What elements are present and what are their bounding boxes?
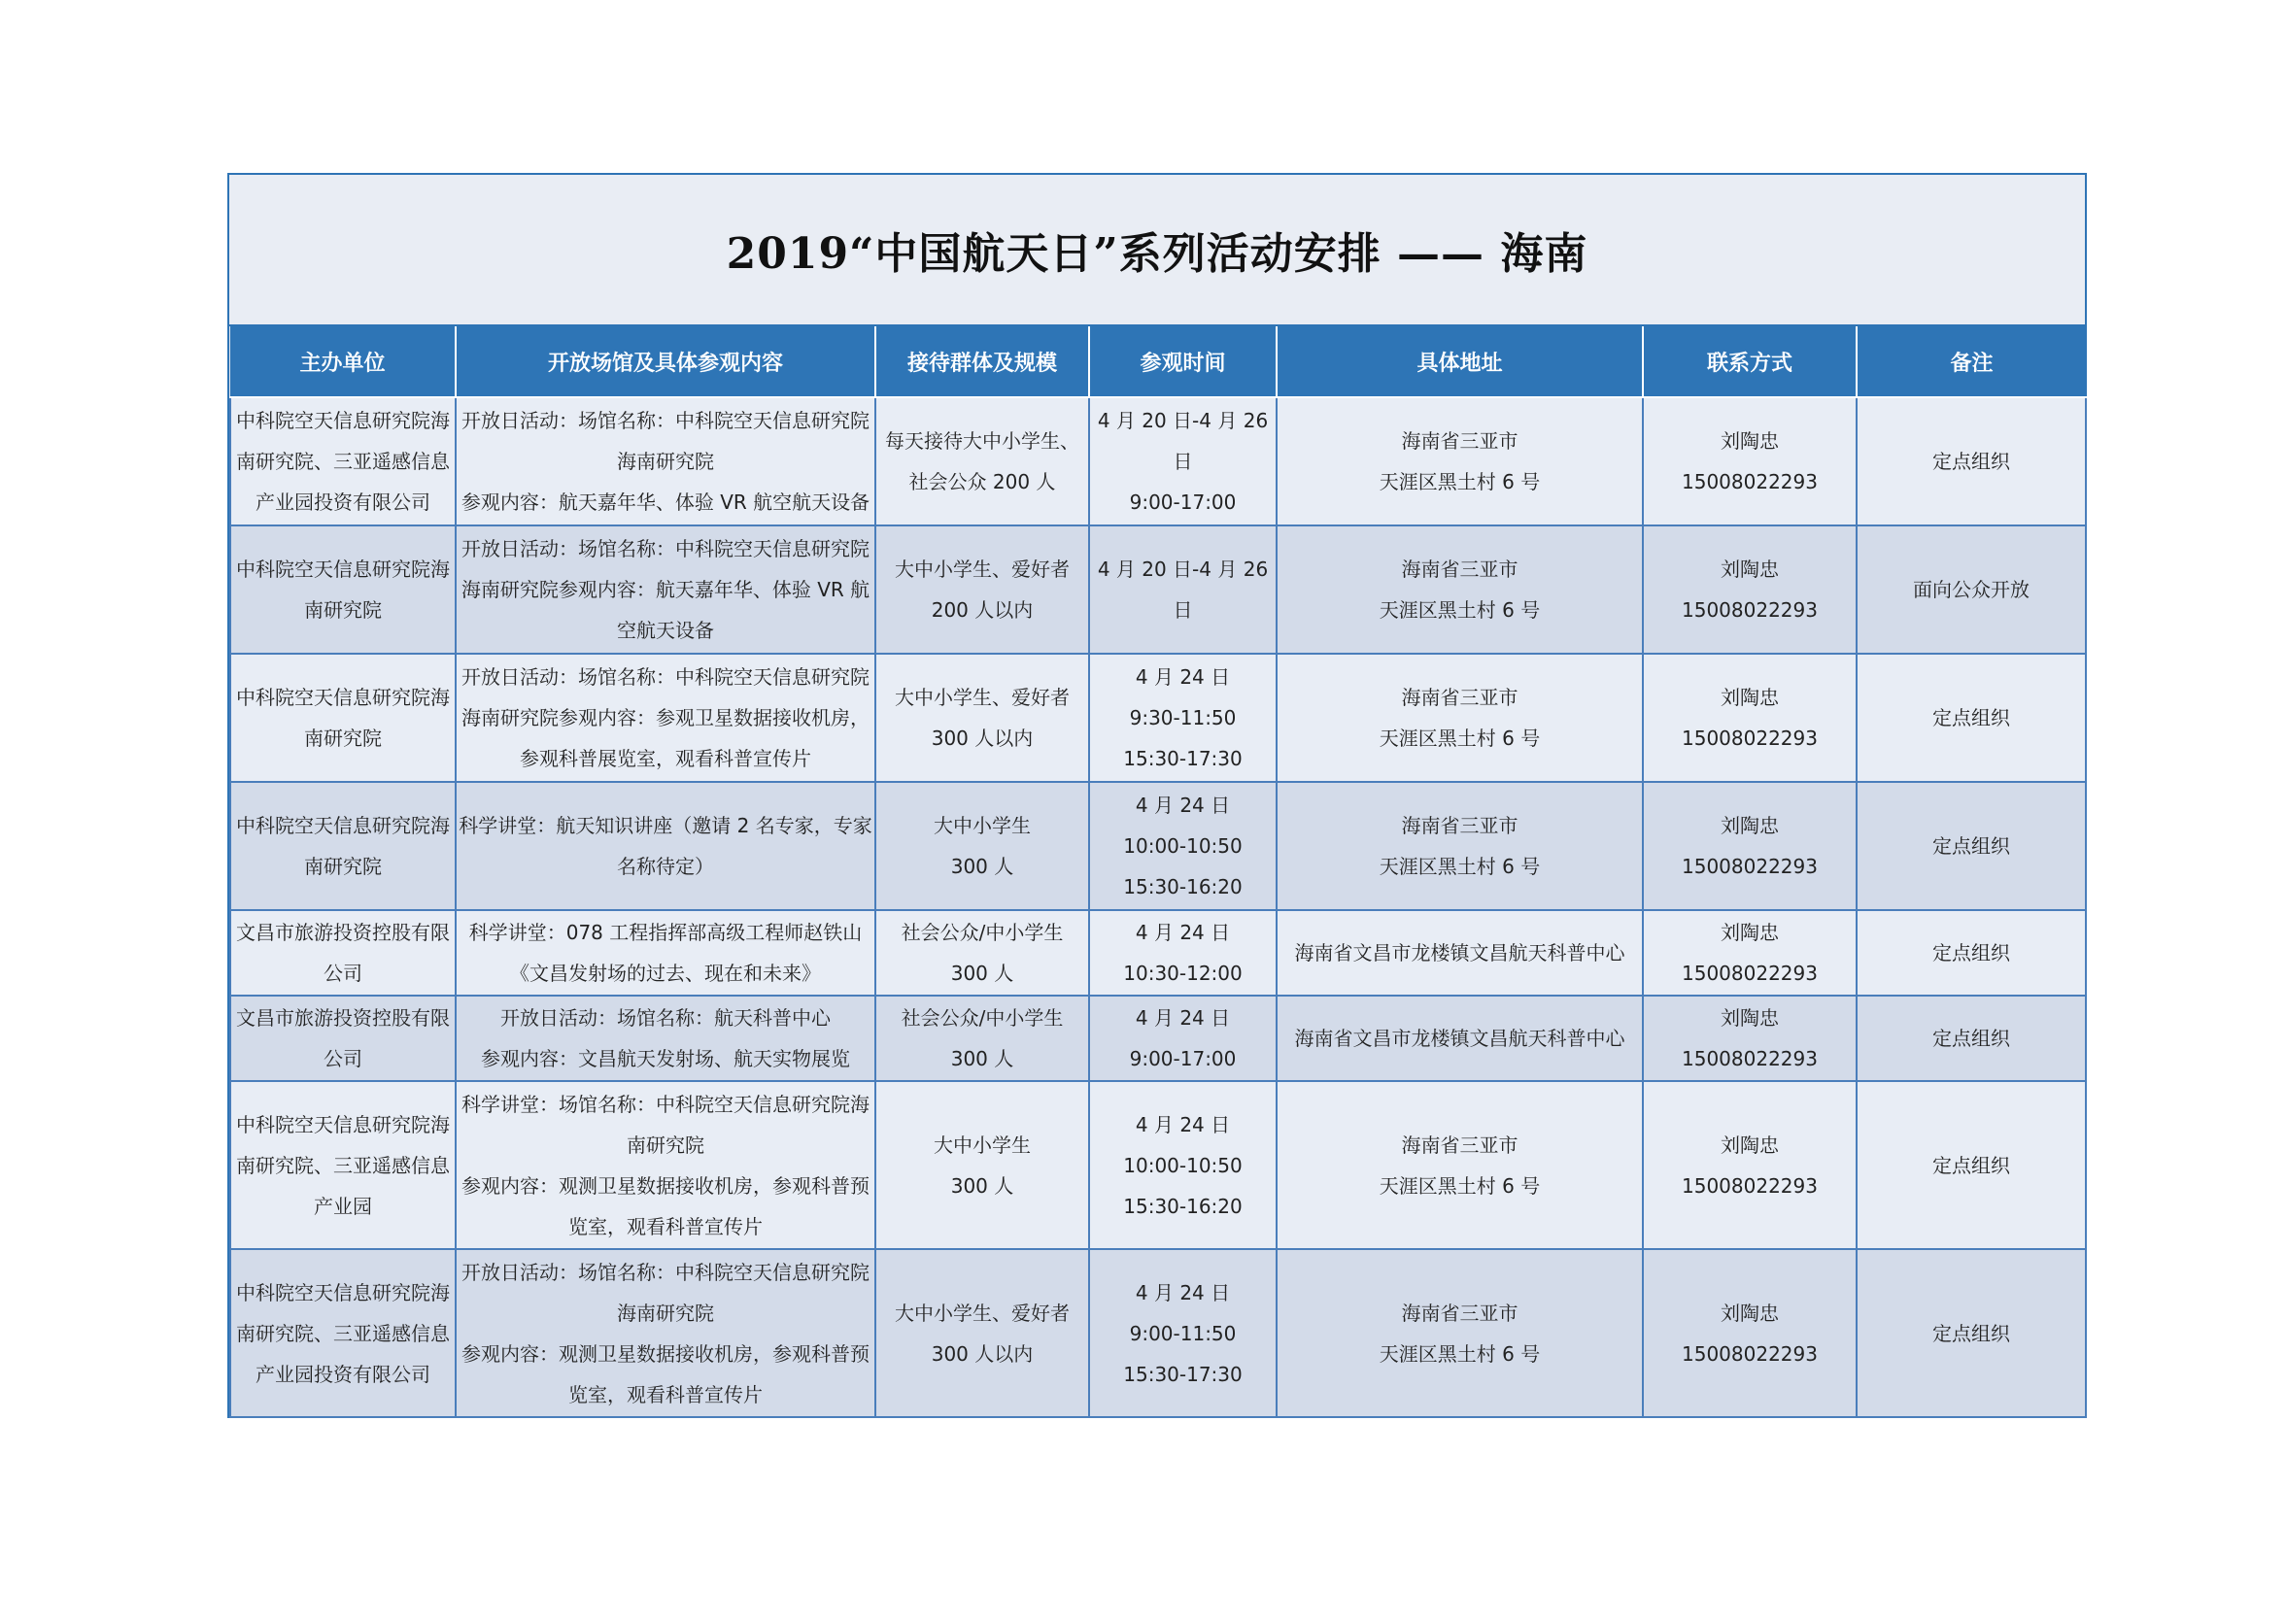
cell-time: 4 月 24 日 10:00-10:50 15:30-16:20 [1089, 782, 1277, 910]
header-row [230, 326, 2086, 397]
cell-host: 中科院空天信息研究院海南研究院、三亚遥感信息产业园投资有限公司 [230, 397, 456, 525]
cell-address: 海南省三亚市 天涯区黑土村 6 号 [1277, 1249, 1643, 1417]
cell-note: 定点组织 [1857, 910, 2086, 996]
cell-content: 开放日活动：场馆名称：中科院空天信息研究院海南研究院 参观内容：航天嘉年华、体验 VR 航空航天设备 [456, 397, 875, 525]
cell-address: 海南省三亚市 天涯区黑土村 6 号 [1277, 397, 1643, 525]
cell-audience: 大中小学生、爱好者 300 人以内 [875, 654, 1089, 782]
header-time: 参观时间 [1089, 326, 1277, 397]
cell-host: 文昌市旅游投资控股有限公司 [230, 910, 456, 996]
cell-contact: 刘陶忠 15008022293 [1643, 782, 1857, 910]
header-host: 主办单位 [230, 326, 456, 397]
cell-contact: 刘陶忠 15008022293 [1643, 1081, 1857, 1249]
page-title: 2019“中国航天日”系列活动安排 —— 海南 [726, 229, 1588, 279]
cell-contact: 刘陶忠 15008022293 [1643, 525, 1857, 654]
cell-audience: 大中小学生、爱好者 200 人以内 [875, 525, 1089, 654]
table-row [230, 996, 2086, 1081]
table-row [230, 1081, 2086, 1249]
cell-host: 中科院空天信息研究院海南研究院 [230, 782, 456, 910]
cell-note: 定点组织 [1857, 397, 2086, 525]
cell-content: 科学讲堂：航天知识讲座（邀请 2 名专家，专家名称待定） [456, 782, 875, 910]
cell-audience: 每天接待大中小学生、社会公众 200 人 [875, 397, 1089, 525]
cell-contact: 刘陶忠 15008022293 [1643, 397, 1857, 525]
cell-host: 中科院空天信息研究院海南研究院、三亚遥感信息产业园 [230, 1081, 456, 1249]
title-band [229, 175, 2085, 326]
cell-note: 定点组织 [1857, 782, 2086, 910]
cell-address: 海南省文昌市龙楼镇文昌航天科普中心 [1277, 996, 1643, 1081]
cell-contact: 刘陶忠 15008022293 [1643, 1249, 1857, 1417]
cell-content: 科学讲堂：场馆名称：中科院空天信息研究院海南研究院 参观内容：观测卫星数据接收机房，参观科普预览室，观看科普宣传片 [456, 1081, 875, 1249]
cell-content: 开放日活动：场馆名称：航天科普中心 参观内容：文昌航天发射场、航天实物展览 [456, 996, 875, 1081]
cell-time: 4 月 20 日-4 月 26 日 9:00-17:00 [1089, 397, 1277, 525]
cell-address: 海南省三亚市 天涯区黑土村 6 号 [1277, 654, 1643, 782]
table-row [230, 782, 2086, 910]
table-row [230, 525, 2086, 654]
cell-audience: 大中小学生 300 人 [875, 1081, 1089, 1249]
cell-time: 4 月 24 日 9:00-11:50 15:30-17:30 [1089, 1249, 1277, 1417]
header-audience: 接待群体及规模 [875, 326, 1089, 397]
cell-content: 科学讲堂：078 工程指挥部高级工程师赵铁山《文昌发射场的过去、现在和未来》 [456, 910, 875, 996]
cell-content: 开放日活动：场馆名称：中科院空天信息研究院海南研究院参观内容：参观卫星数据接收机房，参观科普展览室，观看科普宣传片 [456, 654, 875, 782]
schedule-table [229, 326, 2087, 1418]
cell-time: 4 月 24 日 10:30-12:00 [1089, 910, 1277, 996]
cell-time: 4 月 24 日 9:00-17:00 [1089, 996, 1277, 1081]
cell-host: 中科院空天信息研究院海南研究院 [230, 525, 456, 654]
cell-address: 海南省三亚市 天涯区黑土村 6 号 [1277, 782, 1643, 910]
schedule-sheet [227, 173, 2087, 1418]
cell-note: 定点组织 [1857, 996, 2086, 1081]
cell-address: 海南省三亚市 天涯区黑土村 6 号 [1277, 525, 1643, 654]
header-contact: 联系方式 [1643, 326, 1857, 397]
header-note: 备注 [1857, 326, 2086, 397]
cell-contact: 刘陶忠 15008022293 [1643, 996, 1857, 1081]
header-address: 具体地址 [1277, 326, 1643, 397]
header-content: 开放场馆及具体参观内容 [456, 326, 875, 397]
cell-time: 4 月 24 日 9:30-11:50 15:30-17:30 [1089, 654, 1277, 782]
cell-content: 开放日活动：场馆名称：中科院空天信息研究院海南研究院 参观内容：观测卫星数据接收机房，参观科普预览室，观看科普宣传片 [456, 1249, 875, 1417]
cell-audience: 社会公众/中小学生 300 人 [875, 996, 1089, 1081]
cell-audience: 大中小学生、爱好者 300 人以内 [875, 1249, 1089, 1417]
cell-note: 面向公众开放 [1857, 525, 2086, 654]
cell-note: 定点组织 [1857, 1249, 2086, 1417]
cell-host: 中科院空天信息研究院海南研究院 [230, 654, 456, 782]
table-row [230, 654, 2086, 782]
cell-time: 4 月 20 日-4 月 26 日 [1089, 525, 1277, 654]
table-row [230, 1249, 2086, 1417]
cell-note: 定点组织 [1857, 654, 2086, 782]
cell-address: 海南省文昌市龙楼镇文昌航天科普中心 [1277, 910, 1643, 996]
cell-contact: 刘陶忠 15008022293 [1643, 654, 1857, 782]
cell-contact: 刘陶忠 15008022293 [1643, 910, 1857, 996]
cell-note: 定点组织 [1857, 1081, 2086, 1249]
table-row [230, 397, 2086, 525]
cell-host: 文昌市旅游投资控股有限公司 [230, 996, 456, 1081]
cell-time: 4 月 24 日 10:00-10:50 15:30-16:20 [1089, 1081, 1277, 1249]
table-body [230, 397, 2086, 1417]
table-row [230, 910, 2086, 996]
cell-content: 开放日活动：场馆名称：中科院空天信息研究院海南研究院参观内容：航天嘉年华、体验 VR 航空航天设备 [456, 525, 875, 654]
cell-host: 中科院空天信息研究院海南研究院、三亚遥感信息产业园投资有限公司 [230, 1249, 456, 1417]
cell-address: 海南省三亚市 天涯区黑土村 6 号 [1277, 1081, 1643, 1249]
cell-audience: 大中小学生 300 人 [875, 782, 1089, 910]
cell-audience: 社会公众/中小学生 300 人 [875, 910, 1089, 996]
